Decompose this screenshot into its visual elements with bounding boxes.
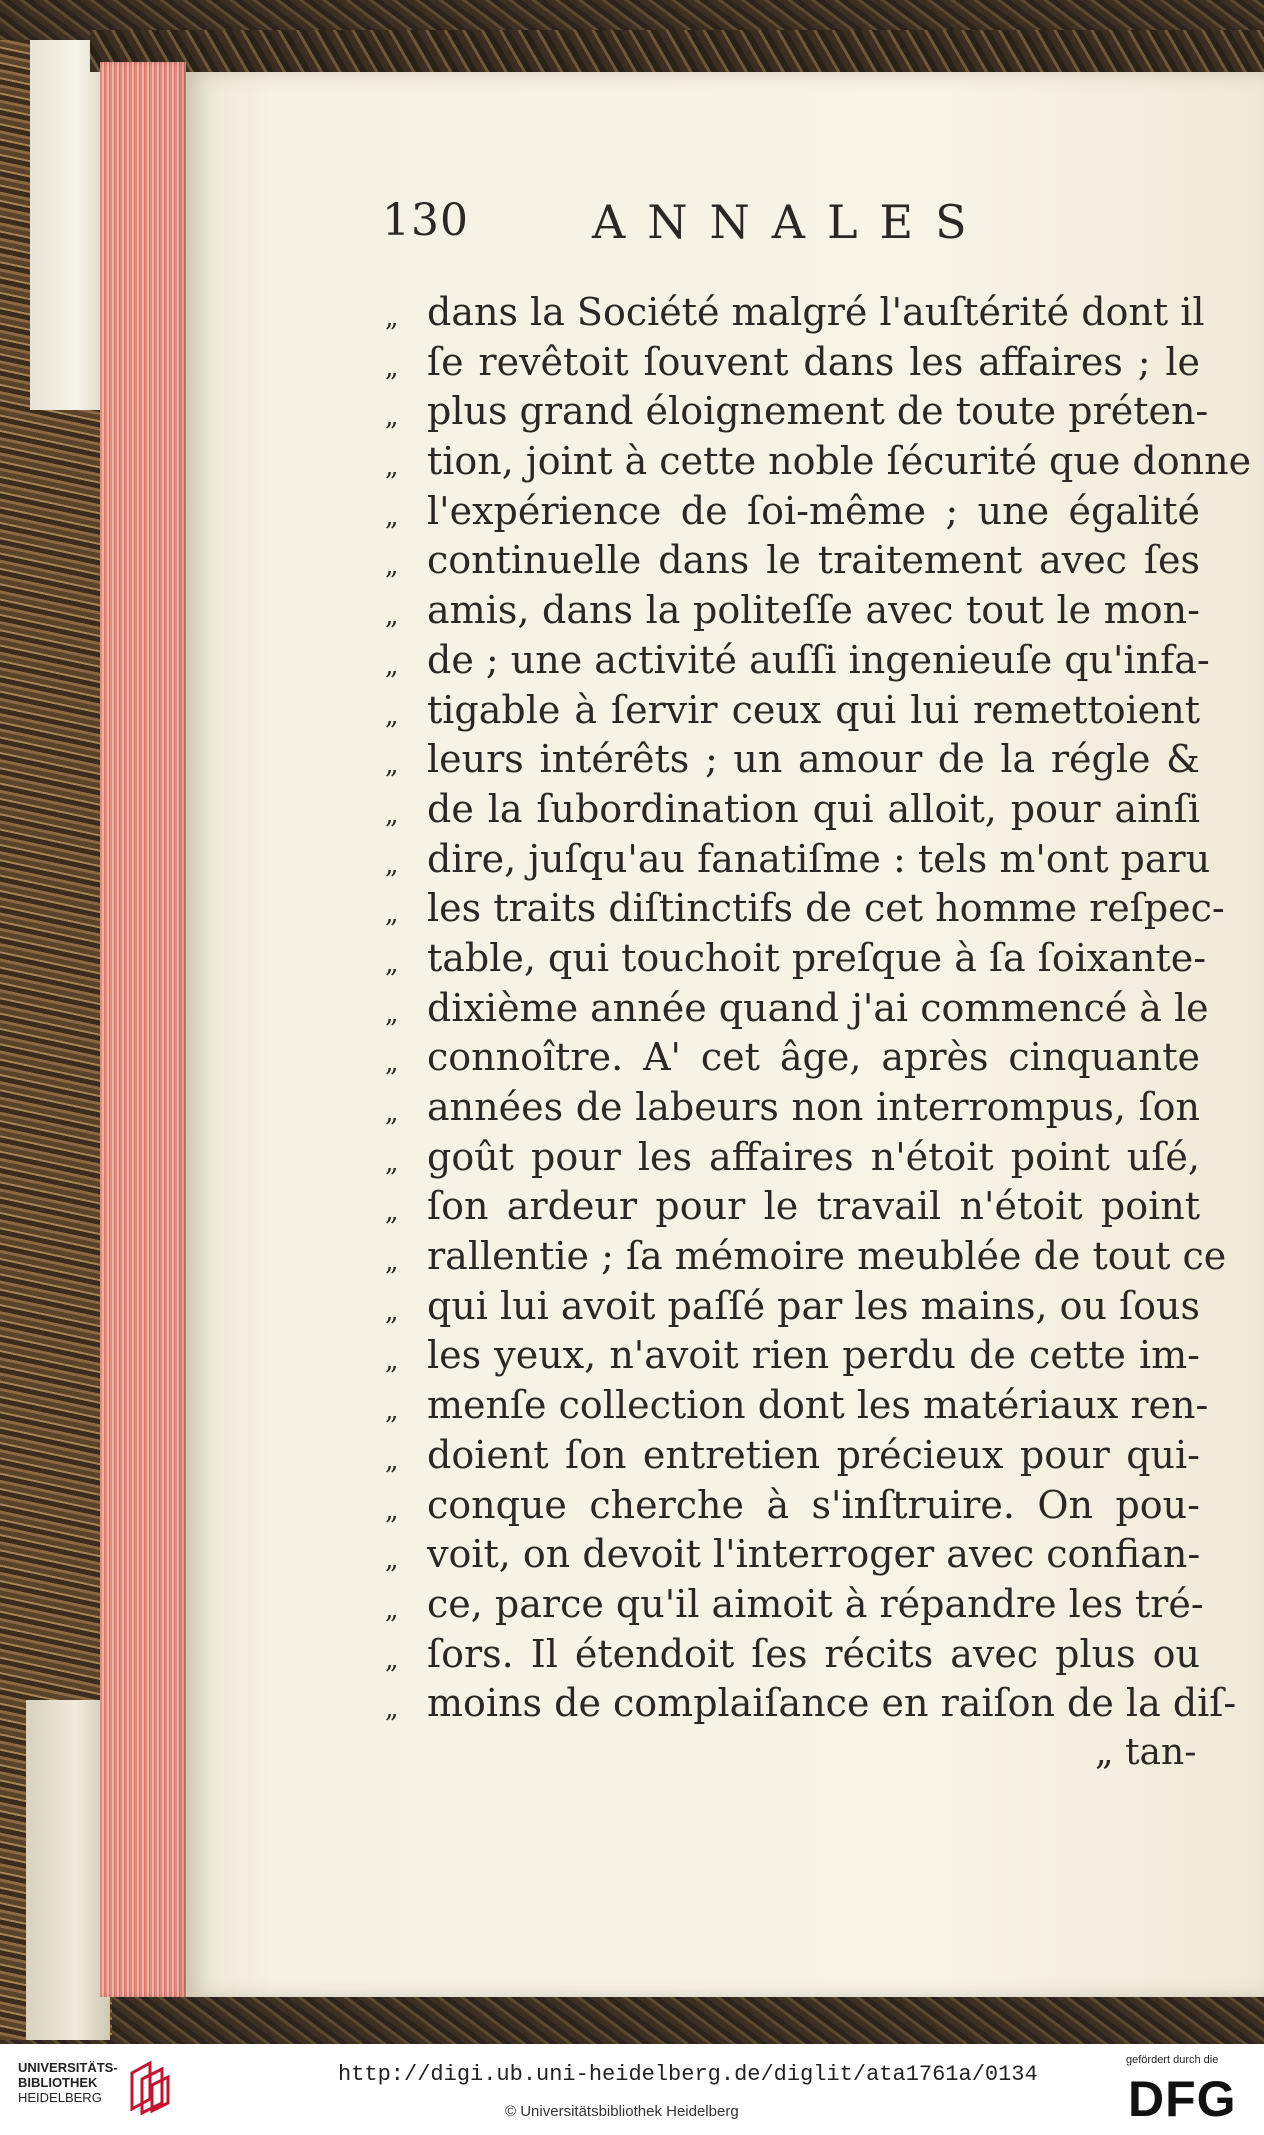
library-name-line2: BIBLIOTHEK [18,2075,98,2090]
line-text: années de labeurs non interrompus, ſon [427,1085,1200,1129]
line-text: goût pour les affaires n'étoit point uſé, [427,1134,1200,1179]
dfg-logo[interactable]: DFG [1128,2071,1237,2127]
quote-mark: „ [385,700,399,731]
text-line [385,586,1200,636]
line-text: rallentie ; ſa mémoire meublée de tout ce [427,1234,1227,1279]
quote-mark: „ [385,1296,399,1327]
line-text: ſon ardeur pour le travail n'étoit point [427,1184,1200,1229]
quote-mark: „ [385,352,399,383]
text-line [385,437,1252,487]
text-line [385,1580,1204,1630]
line-text: amis, dans la politeſſe avec tout le mon- [427,588,1200,633]
text-line [385,934,1207,984]
running-head: ANNALES [592,195,989,249]
line-text: voit, on devoit l'interroger avec confian- [427,1532,1201,1577]
text-line [385,1033,1200,1083]
quote-mark: „ [385,899,399,930]
library-logo[interactable] [18,2060,118,2105]
line-text: l'expérience de ſoi-même ; une égalité [427,488,1200,533]
text-line [385,1679,1237,1729]
quote-mark: „ [385,750,399,781]
quote-mark: „ [385,1147,399,1178]
line-text: leurs intérêts ; un amour de la régle & [427,737,1200,782]
quote-mark: „ [385,1694,399,1725]
text-line [385,1282,1200,1332]
quote-mark: „ [385,1495,399,1526]
page-number: 130 [382,195,469,246]
quote-mark: „ [385,1594,399,1625]
spine-paper-upper [30,40,110,410]
quote-mark: „ [385,551,399,582]
quote-mark: „ [385,1396,399,1427]
line-text: moins de complaiſance en raiſon de la diſ- [427,1681,1237,1726]
text-block [385,288,1252,1729]
quote-mark: „ [385,501,399,532]
text-line [385,1630,1200,1680]
text-line [385,1182,1200,1232]
line-text: de la ſubordination qui alloit, pour ainſi [427,786,1200,831]
quote-mark: „ [385,1048,399,1079]
line-text: ſe revêtoit ſouvent dans les affaires ; le [427,339,1200,384]
line-text: les yeux, n'avoit rien perdu de cette im- [427,1333,1200,1378]
line-text: dire, juſqu'au fanatiſme : tels m'ont paru [427,836,1211,881]
text-line [385,1530,1200,1580]
quote-mark: „ [385,1644,399,1675]
library-name-line1: UNIVERSITÄTS- [18,2060,118,2075]
quote-mark: „ [385,303,399,333]
text-line [385,1381,1209,1431]
text-line [385,387,1209,437]
line-text: les traits diſtinctifs de cet homme reſpec- [427,886,1225,931]
line-text: table, qui touchoit preſque à ſa ſoixante- [427,935,1207,980]
line-text: tigable à ſervir ceux qui lui remettoient [427,687,1200,732]
text-line [385,288,1205,338]
line-text: doient ſon entretien précieux pour qui- [427,1432,1200,1477]
quote-mark: „ [385,799,399,830]
line-text: ce, parce qu'il aimoit à répandre les tré- [427,1581,1204,1626]
quote-mark: „ [385,948,399,979]
line-text: menſe collection dont les matériaux ren- [427,1383,1209,1428]
top-board-strip [90,30,1264,72]
quote-mark: „ [385,1098,399,1128]
text-line [385,487,1200,537]
text-line [385,785,1200,835]
permalink-url[interactable]: http://digi.ub.uni-heidelberg.de/diglit/ata1761a/0134 [338,2062,1038,2087]
line-text: connoître. A' cet âge, après cinquante [427,1035,1200,1080]
quote-mark: „ [385,849,399,880]
line-text: ſors. Il étendoit ſes récits avec plus ou [427,1631,1200,1676]
library-name-line3: HEIDELBERG [18,2090,102,2105]
text-line [385,636,1210,686]
catchword: „ tan- [1095,1732,1197,1773]
copyright-notice: © Universitätsbibliothek Heidelberg [505,2103,739,2120]
quote-mark: „ [385,452,399,483]
text-line [385,735,1200,785]
line-text: qui lui avoit paſſé par les mains, ou ſous [427,1283,1200,1328]
text-line [385,884,1225,934]
quote-mark: „ [385,1545,399,1576]
line-text: de ; une activité auſſi ingenieuſe qu'infa- [427,637,1210,682]
text-line [385,686,1200,736]
viewer-footer [0,2044,1264,2135]
text-line [385,1133,1200,1183]
text-line [385,1232,1227,1282]
quote-mark: „ [385,998,399,1029]
line-text: dixième année quand j'ai commencé à le [427,985,1209,1030]
line-text: plus grand éloignement de toute préten- [427,389,1209,434]
red-page-edge [100,62,186,1997]
line-text: conque cherche à s'inſtruire. On pou- [427,1482,1200,1527]
funding-note: gefördert durch die [1126,2054,1219,2066]
library-mark-icon [128,2059,172,2115]
text-line [385,1481,1200,1531]
quote-mark: „ [385,1445,399,1476]
quote-mark: „ [385,601,399,632]
line-text: dans la Société malgré l'auſtérité dont il [427,290,1205,334]
text-line [385,536,1200,586]
quote-mark: „ [385,650,399,681]
spine-paper-lower [26,1700,110,2040]
quote-mark: „ [385,1197,399,1228]
quote-mark: „ [385,402,399,433]
text-line [385,1331,1200,1381]
quote-mark: „ [385,1346,399,1377]
line-text: tion, joint à cette noble ſécurité que donne [427,439,1252,484]
text-line [385,984,1209,1034]
text-line [385,1083,1200,1133]
text-line [385,338,1200,388]
text-line [385,1431,1200,1481]
text-line [385,835,1211,885]
line-text: continuelle dans le traitement avec ſes [427,538,1200,583]
quote-mark: „ [385,1247,399,1278]
